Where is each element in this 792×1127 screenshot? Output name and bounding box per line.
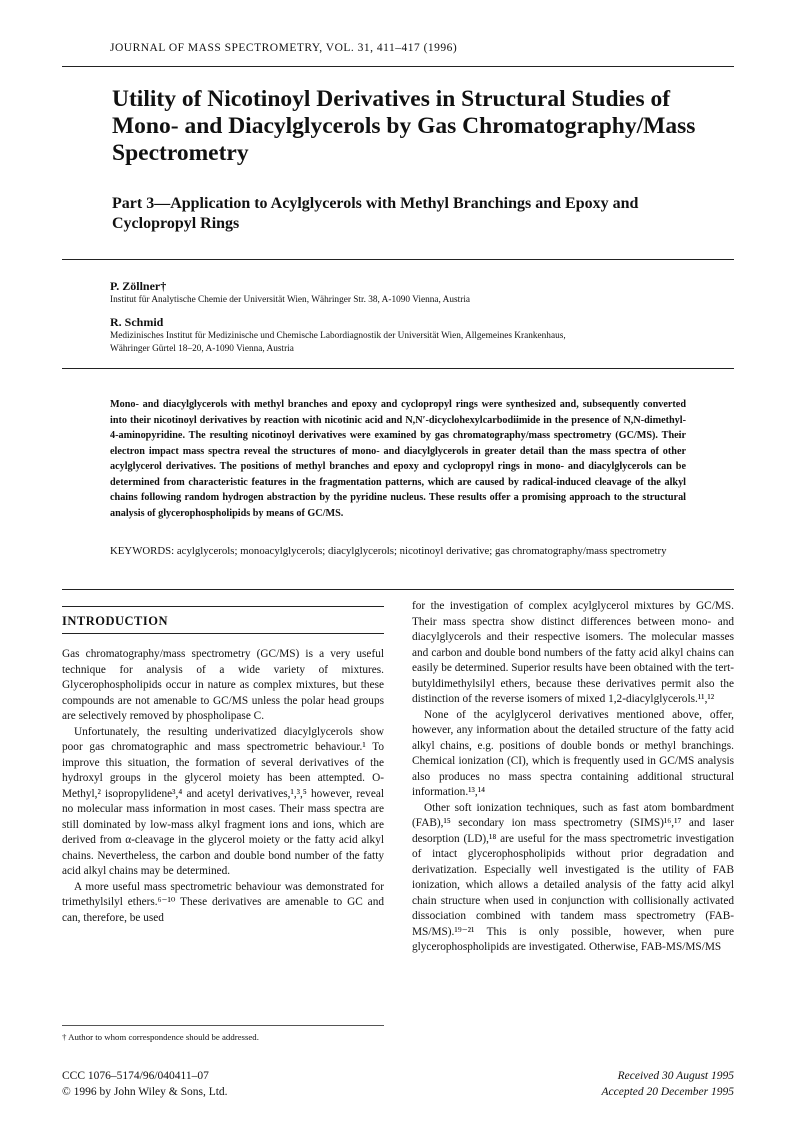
author-name: P. Zöllner†: [110, 279, 167, 293]
author-affiliation: Institut für Analytische Chemie der Universität Wien, Währinger Str. 38, A-1090 Vienna, Austria: [110, 295, 471, 305]
dates-block: [520, 1068, 734, 1100]
title-rule: [62, 259, 734, 260]
section-heading: INTRODUCTION: [62, 614, 169, 628]
copyright-line: © 1996 by John Wiley & Sons, Ltd.: [62, 1086, 228, 1098]
author-affiliation: Medizinisches Institut für Medizinische und Chemische Labordiagnostik der Universität Wien, Allgemeines Krankenhaus,: [110, 331, 566, 341]
article-title: Utility of Nicotinoyl Derivatives in Structural Studies of Mono- and Diacylglycerols by Gas Chromatography/Mass Spectrometry: [112, 86, 696, 166]
ccc-code: CCC 1076–5174/96/040411–07: [62, 1070, 209, 1082]
footnote: † Author to whom correspondence should be addressed.: [62, 1032, 259, 1042]
running-head: JOURNAL OF MASS SPECTROMETRY, VOL. 31, 411–417 (1996): [110, 42, 458, 54]
copyright-block: [62, 1068, 228, 1100]
paragraph: None of the acylglycerol derivatives mentioned above, offer, however, any information about the detailed structure of the fatty acid alkyl chains, e.g. positions of double bonds or methyl branchings. Chemical ionization (CI), which is frequently used in GC/MS analysis also produces no mass spectra containing additional structural information.¹³,¹⁴: [412, 708, 734, 798]
paragraph: Other soft ionization techniques, such as fast atom bombardment (FAB),¹⁵ secondary ion mass spectrometry (SIMS)¹⁶,¹⁷ and laser desorption (LD),¹⁸ are useful for the mass spectrometric investigation of intact glycerophospholipids without prior degradation and derivatization. Especially well investigated is the utility of FAB ionization, which allows a detailed analysis of the fatty acid alkyl chain structure when used in conjunction with collisionally activated dissociation combined with tandem mass spectrometry (FAB-MS/MS).¹⁹⁻²¹ This is only possible, however, when pure glycerophospholipids are investigated. Otherwise, FAB-MS/MS/MS: [412, 801, 734, 953]
article-subtitle: Part 3—Application to Acylglycerols with Methyl Branchings and Epoxy and Cyclopropyl Rings: [112, 195, 639, 232]
received-date: Received 30 August 1995: [617, 1070, 734, 1082]
paragraph: Unfortunately, the resulting underivatized diacylglycerols show poor gas chromatographic and mass spectrometric behaviour.¹ To improve this situation, the formation of several derivatives of the hydroxyl groups in the glycerol moiety has been attempted. O-Methyl,² isopropylidene³,⁴ and acetyl derivatives,¹,³,⁵ however, reveal no molecular mass information in most cases. Their mass spectra are still dominated by low-mass alkyl fragment ions and ions, which are derived from α-cleavage in the glycerol moiety or the fatty acid alkyl chains. Nevertheless, the carbon and double bond number of the fatty acid alkyl chains may be determined.: [62, 725, 384, 877]
paragraph: for the investigation of complex acylglycerol mixtures by GC/MS. Their mass spectra show distinct differences between mono- and diacylglycerols and their respective isomers. The molecular masses and carbon and double bond numbers of the fatty acid alkyl chains can easily be determined. Superior results have been obtained with the tert-butyldimethylsilyl ethers, because these derivatives permit also the distinction of the reverse isomers of mixed 1,2-diacylglycerols.¹¹,¹²: [412, 600, 734, 705]
right-column: [412, 599, 734, 956]
footnote-rule: [62, 1025, 384, 1026]
left-column: [62, 647, 384, 926]
paragraph: Gas chromatography/mass spectrometry (GC/MS) is a very useful technique for analysis of a wide variety of mixtures. Glycerophospholipids occur in nature as complex mixtures, but these compounds are not amenable to GC/MS unless the polar head groups are selectively removed by phospholipase C.: [62, 648, 384, 722]
section-bottom-rule: [62, 633, 384, 634]
author-affiliation: Währinger Gürtel 18–20, A-1090 Vienna, Austria: [110, 344, 294, 354]
section-top-rule: [62, 606, 384, 607]
authors-rule: [62, 368, 734, 369]
author-name: R. Schmid: [110, 315, 164, 329]
abstract: Mono- and diacylglycerols with methyl branches and epoxy and cyclopropyl rings were synthesized and, subsequently converted into their nicotinoyl derivatives by reaction with nicotinic acid and N,N′-dicyclohexylcarbodiimide in the presence of N,N-dimethyl-4-aminopyridine. The resulting nicotinoyl derivatives were examined by gas chromatography/mass spectrometry (GC/MS). Their electron impact mass spectra reveal the structures of mono- and diacylglycerols in greater detail than the mass spectra of other acylglycerol derivatives. The positions of methyl branches and epoxy and cyclopropyl rings in mono- and diacylglycerols can be determined from characteristic features in the fragmentation patterns, which are caused by radical-induced cleavage of the alkyl chains following random hydrogen abstraction by the pyridine nucleus. These results offer a promising approach to the structural analysis of glycerophospholipids by means of GC/MS.: [110, 399, 686, 519]
keywords: KEYWORDS: acylglycerols; monoacylglycerols; diacylglycerols; nicotinoyl derivative; gas chromatography/mass spectrometry: [110, 545, 667, 557]
paragraph: A more useful mass spectrometric behaviour was demonstrated for trimethylsilyl ethers.⁶⁻¹⁰ These derivatives are amenable to GC and can, therefore, be used: [62, 880, 384, 924]
accepted-date: Accepted 20 December 1995: [601, 1086, 734, 1098]
header-rule: [62, 66, 734, 67]
abstract-rule: [62, 589, 734, 590]
